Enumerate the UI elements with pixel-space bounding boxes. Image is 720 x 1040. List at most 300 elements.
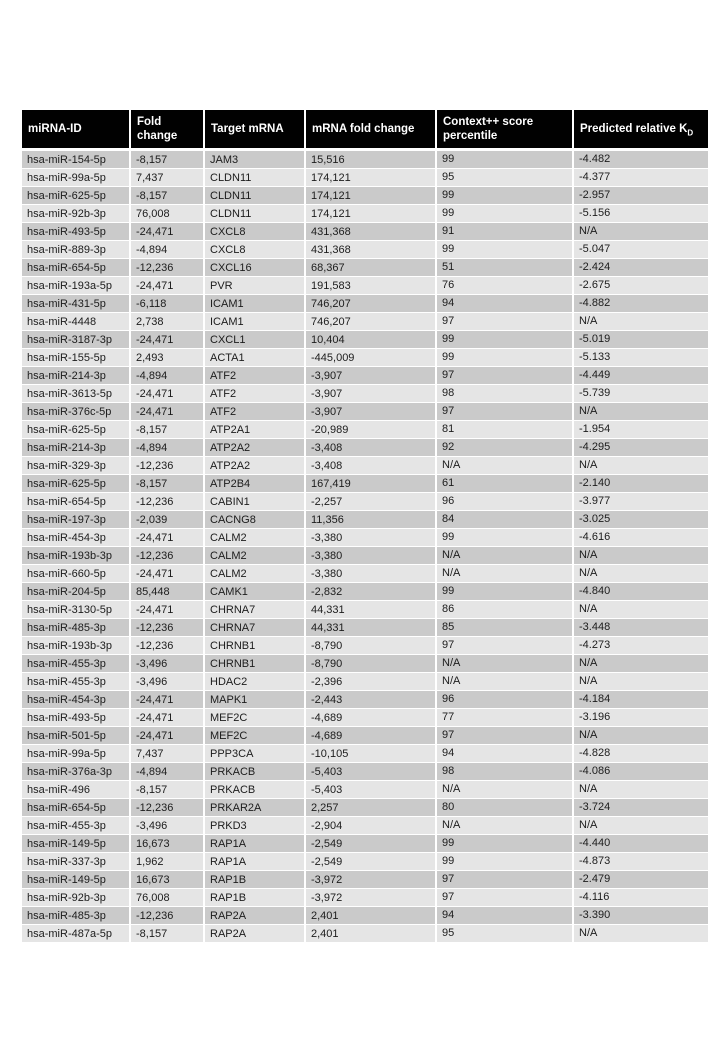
cell-predicted-kd: N/A [574,547,708,565]
cell-mrna-fold-change: 191,583 [306,277,437,295]
cell-mirna-id: hsa-miR-889-3p [22,241,131,259]
table-row [22,475,708,493]
cell-mrna-fold-change: 44,331 [306,619,437,637]
cell-mirna-id: hsa-miR-376c-5p [22,403,131,421]
cell-fold-change: -24,471 [131,385,205,403]
table-row [22,565,708,583]
cell-fold-change: 2,493 [131,349,205,367]
cell-mrna-fold-change: 68,367 [306,259,437,277]
cell-target-mrna: RAP1A [205,853,306,871]
cell-fold-change: -8,157 [131,925,205,943]
cell-mrna-fold-change: 431,368 [306,223,437,241]
cell-mirna-id: hsa-miR-501-5p [22,727,131,745]
cell-mirna-id: hsa-miR-625-5p [22,187,131,205]
cell-predicted-kd: N/A [574,223,708,241]
cell-predicted-kd: -2.957 [574,187,708,205]
header-row [22,110,708,151]
cell-target-mrna: CACNG8 [205,511,306,529]
table-row [22,241,708,259]
cell-predicted-kd: N/A [574,925,708,943]
cell-target-mrna: ICAM1 [205,295,306,313]
column-header-fold-change: Fold change [131,110,205,151]
cell-predicted-kd: N/A [574,655,708,673]
table-row [22,547,708,565]
table-row [22,871,708,889]
cell-mrna-fold-change: -2,257 [306,493,437,511]
cell-context-score-percentile: 77 [437,709,574,727]
column-header-mirna-id: miRNA-ID [22,110,131,151]
cell-target-mrna: CXCL8 [205,241,306,259]
cell-context-score-percentile: 99 [437,349,574,367]
table-row [22,349,708,367]
cell-context-score-percentile: 98 [437,385,574,403]
cell-predicted-kd: N/A [574,601,708,619]
cell-mrna-fold-change: -8,790 [306,655,437,673]
cell-fold-change: -12,236 [131,547,205,565]
cell-context-score-percentile: 99 [437,187,574,205]
cell-predicted-kd: -3.448 [574,619,708,637]
cell-context-score-percentile: 51 [437,259,574,277]
table-row [22,619,708,637]
cell-mrna-fold-change: -3,907 [306,385,437,403]
cell-fold-change: -3,496 [131,673,205,691]
cell-mrna-fold-change: -3,907 [306,367,437,385]
cell-mrna-fold-change: -445,009 [306,349,437,367]
cell-fold-change: 16,673 [131,871,205,889]
cell-mrna-fold-change: -3,408 [306,457,437,475]
cell-mrna-fold-change: 746,207 [306,313,437,331]
cell-target-mrna: CXCL1 [205,331,306,349]
table-row [22,907,708,925]
cell-target-mrna: RAP1A [205,835,306,853]
table-row [22,457,708,475]
cell-target-mrna: PPP3CA [205,745,306,763]
table-row [22,673,708,691]
cell-fold-change: -4,894 [131,439,205,457]
cell-mrna-fold-change: -3,408 [306,439,437,457]
cell-predicted-kd: -4.616 [574,529,708,547]
cell-fold-change: -12,236 [131,799,205,817]
cell-fold-change: -8,157 [131,421,205,439]
cell-mrna-fold-change: -20,989 [306,421,437,439]
cell-context-score-percentile: 84 [437,511,574,529]
cell-mrna-fold-change: -3,972 [306,889,437,907]
table-row [22,799,708,817]
cell-mirna-id: hsa-miR-376a-3p [22,763,131,781]
cell-fold-change: -6,118 [131,295,205,313]
cell-target-mrna: MAPK1 [205,691,306,709]
table-row [22,511,708,529]
cell-fold-change: -4,894 [131,241,205,259]
cell-context-score-percentile: 86 [437,601,574,619]
cell-context-score-percentile: 99 [437,241,574,259]
cell-predicted-kd: -4.449 [574,367,708,385]
cell-predicted-kd: -3.977 [574,493,708,511]
table-row [22,835,708,853]
cell-target-mrna: ATF2 [205,385,306,403]
cell-context-score-percentile: 85 [437,619,574,637]
cell-context-score-percentile: 99 [437,205,574,223]
cell-context-score-percentile: 94 [437,907,574,925]
cell-target-mrna: ATP2B4 [205,475,306,493]
cell-mrna-fold-change: -2,549 [306,835,437,853]
cell-context-score-percentile: N/A [437,673,574,691]
cell-context-score-percentile: 80 [437,799,574,817]
table-row [22,529,708,547]
cell-target-mrna: PRKD3 [205,817,306,835]
cell-predicted-kd: -4.295 [574,439,708,457]
cell-fold-change: -24,471 [131,277,205,295]
cell-fold-change: -8,157 [131,151,205,169]
cell-predicted-kd: -4.840 [574,583,708,601]
cell-target-mrna: CHRNB1 [205,655,306,673]
cell-predicted-kd: -5.019 [574,331,708,349]
cell-fold-change: -4,894 [131,367,205,385]
cell-target-mrna: ATP2A2 [205,439,306,457]
mirna-target-table [22,110,708,943]
cell-mirna-id: hsa-miR-625-5p [22,421,131,439]
cell-fold-change: -8,157 [131,475,205,493]
cell-context-score-percentile: 99 [437,151,574,169]
cell-target-mrna: CHRNA7 [205,619,306,637]
cell-predicted-kd: -5.739 [574,385,708,403]
cell-context-score-percentile: 97 [437,727,574,745]
cell-predicted-kd: N/A [574,565,708,583]
cell-mirna-id: hsa-miR-485-3p [22,619,131,637]
cell-mirna-id: hsa-miR-149-5p [22,871,131,889]
cell-predicted-kd: -2.479 [574,871,708,889]
table-row [22,889,708,907]
table-row [22,421,708,439]
kd-label-text: Predicted relative K [580,122,688,135]
table-row [22,385,708,403]
table-row [22,439,708,457]
cell-context-score-percentile: N/A [437,547,574,565]
cell-mrna-fold-change: -2,904 [306,817,437,835]
cell-target-mrna: CALM2 [205,529,306,547]
table-row [22,709,708,727]
cell-context-score-percentile: 99 [437,331,574,349]
table-row [22,313,708,331]
cell-target-mrna: ICAM1 [205,313,306,331]
cell-mrna-fold-change: 2,401 [306,907,437,925]
table-row [22,205,708,223]
cell-mrna-fold-change: 11,356 [306,511,437,529]
cell-context-score-percentile: 99 [437,529,574,547]
cell-mrna-fold-change: -8,790 [306,637,437,655]
cell-mirna-id: hsa-miR-660-5p [22,565,131,583]
cell-mrna-fold-change: -10,105 [306,745,437,763]
cell-mrna-fold-change: -4,689 [306,709,437,727]
cell-target-mrna: PVR [205,277,306,295]
cell-target-mrna: PRKACB [205,781,306,799]
cell-fold-change: -4,894 [131,763,205,781]
cell-fold-change: -24,471 [131,331,205,349]
cell-mirna-id: hsa-miR-487a-5p [22,925,131,943]
table-row [22,655,708,673]
cell-predicted-kd: -4.377 [574,169,708,187]
cell-mirna-id: hsa-miR-654-5p [22,493,131,511]
table-row [22,781,708,799]
table-row [22,259,708,277]
cell-target-mrna: CHRNB1 [205,637,306,655]
cell-mrna-fold-change: -5,403 [306,763,437,781]
cell-mirna-id: hsa-miR-625-5p [22,475,131,493]
table-row [22,187,708,205]
cell-context-score-percentile: N/A [437,655,574,673]
cell-mrna-fold-change: 431,368 [306,241,437,259]
cell-predicted-kd: -5.133 [574,349,708,367]
cell-fold-change: -12,236 [131,259,205,277]
cell-fold-change: -24,471 [131,691,205,709]
cell-mrna-fold-change: -2,549 [306,853,437,871]
cell-predicted-kd: -4.482 [574,151,708,169]
cell-target-mrna: MEF2C [205,709,306,727]
cell-context-score-percentile: 81 [437,421,574,439]
cell-fold-change: -24,471 [131,727,205,745]
cell-mrna-fold-change: 174,121 [306,187,437,205]
table-row [22,331,708,349]
cell-mrna-fold-change: 10,404 [306,331,437,349]
cell-target-mrna: RAP1B [205,871,306,889]
cell-fold-change: -12,236 [131,907,205,925]
cell-mirna-id: hsa-miR-214-3p [22,439,131,457]
kd-subscript: D [687,128,694,138]
cell-mrna-fold-change: 746,207 [306,295,437,313]
cell-predicted-kd: -4.116 [574,889,708,907]
cell-context-score-percentile: 97 [437,871,574,889]
cell-mirna-id: hsa-miR-197-3p [22,511,131,529]
table-row [22,403,708,421]
cell-context-score-percentile: 92 [437,439,574,457]
cell-fold-change: -24,471 [131,709,205,727]
cell-fold-change: -24,471 [131,529,205,547]
cell-context-score-percentile: N/A [437,565,574,583]
cell-target-mrna: JAM3 [205,151,306,169]
cell-fold-change: 7,437 [131,745,205,763]
cell-mrna-fold-change: 2,401 [306,925,437,943]
cell-mrna-fold-change: 2,257 [306,799,437,817]
cell-context-score-percentile: 97 [437,367,574,385]
column-header-mrna-fold-change: mRNA fold change [306,110,437,151]
cell-target-mrna: MEF2C [205,727,306,745]
cell-mrna-fold-change: -2,396 [306,673,437,691]
cell-context-score-percentile: 98 [437,763,574,781]
cell-fold-change: -12,236 [131,619,205,637]
cell-target-mrna: CHRNA7 [205,601,306,619]
cell-context-score-percentile: 97 [437,889,574,907]
cell-context-score-percentile: 97 [437,403,574,421]
cell-fold-change: -24,471 [131,565,205,583]
cell-predicted-kd: -3.196 [574,709,708,727]
cell-target-mrna: HDAC2 [205,673,306,691]
column-header-target-mrna: Target mRNA [205,110,306,151]
cell-target-mrna: ATP2A1 [205,421,306,439]
column-header-context-score-percentile: Context++ score percentile [437,110,574,151]
cell-target-mrna: PRKAR2A [205,799,306,817]
cell-mirna-id: hsa-miR-4448 [22,313,131,331]
table-row [22,691,708,709]
cell-predicted-kd: -2.424 [574,259,708,277]
cell-mirna-id: hsa-miR-3187-3p [22,331,131,349]
table-row [22,601,708,619]
cell-predicted-kd: -4.882 [574,295,708,313]
cell-target-mrna: ATF2 [205,403,306,421]
cell-fold-change: -12,236 [131,493,205,511]
cell-fold-change: -24,471 [131,601,205,619]
cell-context-score-percentile: N/A [437,457,574,475]
cell-context-score-percentile: 97 [437,637,574,655]
table-row [22,367,708,385]
cell-mirna-id: hsa-miR-149-5p [22,835,131,853]
table-body [22,151,708,943]
cell-mrna-fold-change: -3,380 [306,529,437,547]
cell-target-mrna: CXCL16 [205,259,306,277]
cell-mirna-id: hsa-miR-193b-3p [22,547,131,565]
cell-context-score-percentile: 96 [437,493,574,511]
table-header [22,110,708,151]
cell-predicted-kd: -4.273 [574,637,708,655]
cell-fold-change: -12,236 [131,637,205,655]
cell-fold-change: -24,471 [131,403,205,421]
cell-mirna-id: hsa-miR-454-3p [22,691,131,709]
cell-predicted-kd: N/A [574,313,708,331]
cell-predicted-kd: -3.724 [574,799,708,817]
cell-context-score-percentile: 91 [437,223,574,241]
cell-target-mrna: CLDN11 [205,187,306,205]
cell-mrna-fold-change: -3,972 [306,871,437,889]
cell-mirna-id: hsa-miR-92b-3p [22,889,131,907]
cell-predicted-kd: -2.675 [574,277,708,295]
cell-fold-change: 16,673 [131,835,205,853]
table-row [22,925,708,943]
cell-target-mrna: CLDN11 [205,169,306,187]
table-row [22,295,708,313]
cell-fold-change: -8,157 [131,187,205,205]
cell-fold-change: 7,437 [131,169,205,187]
cell-context-score-percentile: 97 [437,313,574,331]
cell-fold-change: -2,039 [131,511,205,529]
cell-target-mrna: CXCL8 [205,223,306,241]
table-row [22,583,708,601]
cell-mirna-id: hsa-miR-214-3p [22,367,131,385]
cell-target-mrna: CLDN11 [205,205,306,223]
cell-fold-change: -3,496 [131,817,205,835]
cell-fold-change: -3,496 [131,655,205,673]
cell-mirna-id: hsa-miR-155-5p [22,349,131,367]
cell-context-score-percentile: 99 [437,583,574,601]
cell-target-mrna: CALM2 [205,565,306,583]
cell-predicted-kd: N/A [574,457,708,475]
cell-target-mrna: ACTA1 [205,349,306,367]
cell-target-mrna: PRKACB [205,763,306,781]
table-row [22,277,708,295]
cell-predicted-kd: -1.954 [574,421,708,439]
cell-target-mrna: RAP1B [205,889,306,907]
table-row [22,745,708,763]
table-row [22,151,708,169]
cell-mirna-id: hsa-miR-454-3p [22,529,131,547]
cell-mrna-fold-change: 167,419 [306,475,437,493]
cell-predicted-kd: -4.440 [574,835,708,853]
cell-fold-change: -8,157 [131,781,205,799]
cell-target-mrna: CABIN1 [205,493,306,511]
cell-mirna-id: hsa-miR-3613-5p [22,385,131,403]
cell-mirna-id: hsa-miR-493-5p [22,709,131,727]
cell-mrna-fold-change: 15,516 [306,151,437,169]
cell-fold-change: 76,008 [131,889,205,907]
cell-mirna-id: hsa-miR-493-5p [22,223,131,241]
cell-mrna-fold-change: -3,380 [306,565,437,583]
cell-fold-change: 1,962 [131,853,205,871]
cell-mirna-id: hsa-miR-431-5p [22,295,131,313]
cell-mirna-id: hsa-miR-455-3p [22,673,131,691]
cell-mirna-id: hsa-miR-92b-3p [22,205,131,223]
cell-mrna-fold-change: 174,121 [306,169,437,187]
cell-mirna-id: hsa-miR-455-3p [22,817,131,835]
cell-context-score-percentile: N/A [437,781,574,799]
cell-predicted-kd: -5.156 [574,205,708,223]
column-header-predicted-relative-kd [574,110,708,151]
cell-mrna-fold-change: -2,443 [306,691,437,709]
table-row [22,817,708,835]
cell-predicted-kd: -4.828 [574,745,708,763]
table-row [22,223,708,241]
cell-mirna-id: hsa-miR-496 [22,781,131,799]
cell-mirna-id: hsa-miR-337-3p [22,853,131,871]
cell-mirna-id: hsa-miR-204-5p [22,583,131,601]
cell-context-score-percentile: 95 [437,169,574,187]
cell-context-score-percentile: 94 [437,295,574,313]
cell-mrna-fold-change: 44,331 [306,601,437,619]
cell-predicted-kd: -3.025 [574,511,708,529]
cell-target-mrna: CAMK1 [205,583,306,601]
cell-mrna-fold-change: -3,907 [306,403,437,421]
cell-context-score-percentile: 95 [437,925,574,943]
cell-target-mrna: CALM2 [205,547,306,565]
table-row [22,637,708,655]
cell-context-score-percentile: 61 [437,475,574,493]
cell-mrna-fold-change: -2,832 [306,583,437,601]
cell-context-score-percentile: 94 [437,745,574,763]
cell-mrna-fold-change: 174,121 [306,205,437,223]
cell-context-score-percentile: 96 [437,691,574,709]
cell-predicted-kd: -4.184 [574,691,708,709]
cell-fold-change: 2,738 [131,313,205,331]
cell-mirna-id: hsa-miR-329-3p [22,457,131,475]
cell-predicted-kd: N/A [574,403,708,421]
cell-target-mrna: ATP2A2 [205,457,306,475]
cell-mirna-id: hsa-miR-99a-5p [22,745,131,763]
cell-mirna-id: hsa-miR-654-5p [22,259,131,277]
table-row [22,493,708,511]
cell-target-mrna: RAP2A [205,925,306,943]
cell-mirna-id: hsa-miR-154-5p [22,151,131,169]
cell-predicted-kd: -5.047 [574,241,708,259]
cell-predicted-kd: N/A [574,727,708,745]
table-row [22,763,708,781]
cell-target-mrna: RAP2A [205,907,306,925]
cell-mrna-fold-change: -4,689 [306,727,437,745]
cell-fold-change: 76,008 [131,205,205,223]
cell-mrna-fold-change: -3,380 [306,547,437,565]
cell-fold-change: -12,236 [131,457,205,475]
cell-fold-change: -24,471 [131,223,205,241]
table-row [22,727,708,745]
cell-predicted-kd: N/A [574,781,708,799]
table-row [22,853,708,871]
cell-fold-change: 85,448 [131,583,205,601]
